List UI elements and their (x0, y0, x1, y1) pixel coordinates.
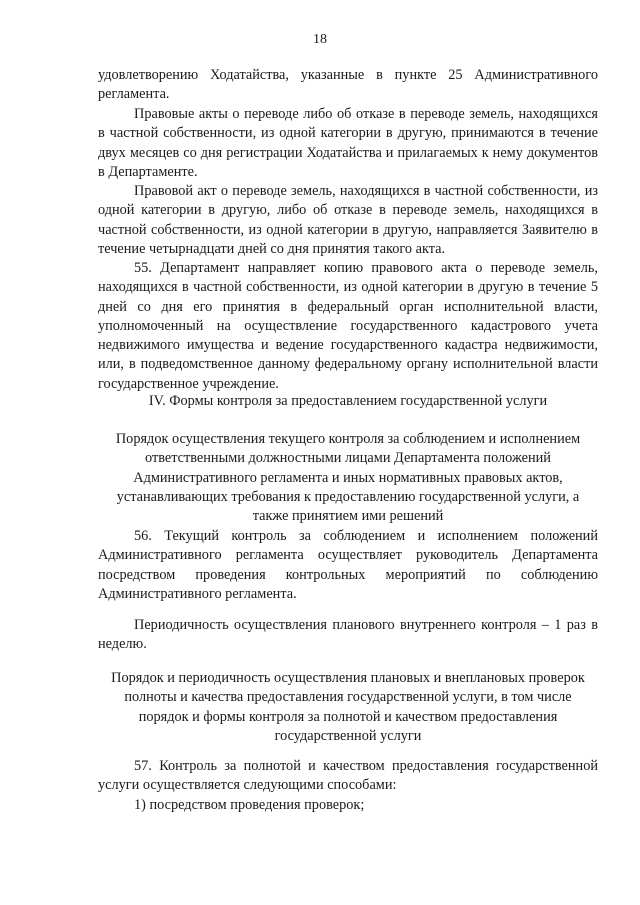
subheading-text: Порядок и периодичность осуществления плановых и внеплановых проверок полноты и качества предоставления государственной услуги, в том числе порядок и формы контроля за полнотой и качеством предоставления государственной услуги (111, 670, 585, 744)
paragraph-periodicity (98, 616, 598, 655)
section-title (88, 392, 608, 411)
paragraph-text: 55. Департамент направляет копию правового акта о переводе земель, находящихся в частной собственности, из одной категории в другую в течение 5 дней со дня его принятия в федеральный орган исполнительной власти, уполномоченный на осуществление государственного кадастрового учета недвижимого имущества и ведение государственного кадастра недвижимости, или, в подведомственное данному федеральному органу исполнительной власти государственное учреждение. (98, 260, 598, 392)
page-number: 18 (313, 32, 327, 47)
paragraph-text: Правовые акты о переводе либо об отказе в переводе земель, находящихся в частной собственности, из одной категории в другую, принимаются в течение двух месяцев со дня регистрации Ходатайства и прилагаемых к нему документов в Департаменте. (98, 106, 598, 180)
paragraph-continuation (98, 66, 598, 105)
subheading-current-control (98, 430, 598, 526)
paragraph-55 (98, 259, 598, 394)
paragraph-legal-act-delivery (98, 182, 598, 259)
section-title-text: IV. Формы контроля за предоставлением государственной услуги (148, 393, 548, 409)
subheading-inspections (98, 669, 598, 746)
subheading-text: Порядок осуществления текущего контроля за соблюдением и исполнением ответственными должностными лицами Департамента положений Административного регламента и иных нормативных правовых актов, устанавливающих требования к предоставлению государственной услуги, а также принятием ими решений (115, 431, 581, 525)
list-item-1 (98, 796, 598, 815)
list-item-text: 1) посредством проведения проверок; (134, 797, 365, 813)
paragraph-text: удовлетворению Ходатайства, указанные в пункте 25 Административного регламента. (98, 67, 598, 103)
paragraph-57 (98, 757, 598, 796)
paragraph-56 (98, 527, 598, 604)
paragraph-text: 57. Контроль за полнотой и качеством предоставления государственной услуги осуществляется следующими способами: (98, 758, 598, 794)
paragraph-text: Периодичность осуществления планового внутреннего контроля – 1 раз в неделю. (98, 617, 598, 653)
paragraph-legal-acts-timing (98, 105, 598, 182)
paragraph-text: 56. Текущий контроль за соблюдением и исполнением положений Административного регламента осуществляет руководитель Департамента посредством проведения контрольных мероприятий по соблюдению Административного регламента. (98, 528, 598, 602)
paragraph-text: Правовой акт о переводе земель, находящихся в частной собственности, из одной категории в другую, либо об отказе в переводе земель, находящихся в частной собственности, из одной категории в другую, направляется Заявителю в течение четырнадцати дней со дня принятия такого акта. (98, 183, 598, 257)
